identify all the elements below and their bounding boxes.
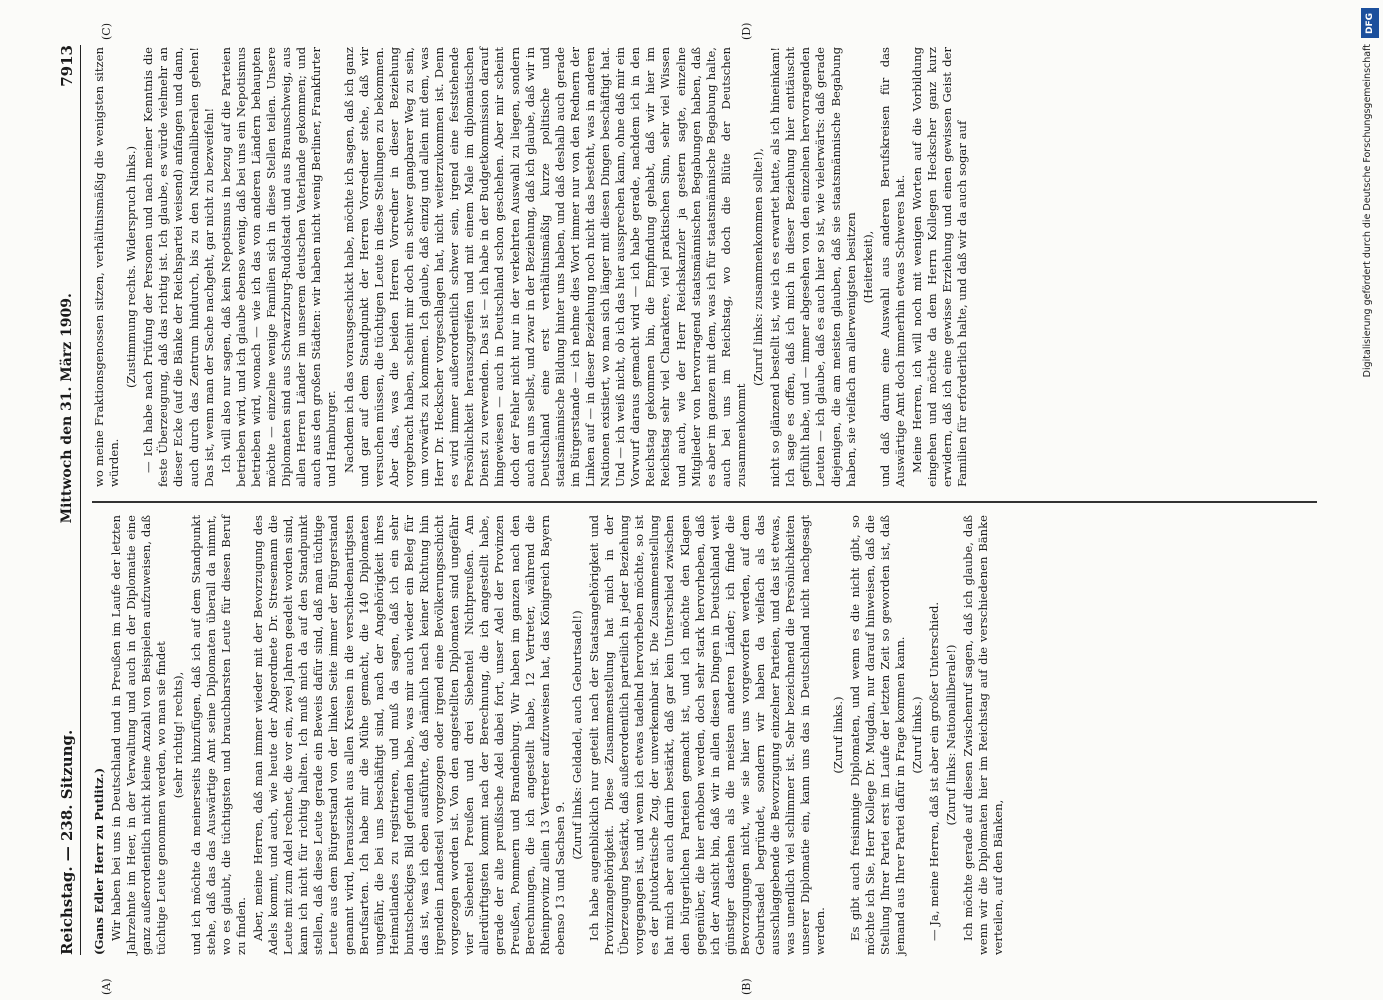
interjection: (Zuruf links.) (830, 696, 845, 774)
page-number: 7913 (58, 45, 76, 87)
paragraph: — Ja, meine Herren, daß ist aber ein großer Unterschied. (927, 601, 942, 941)
paragraph: Wir haben bei uns in Deutschland und in Preußen im Laufe der letzten Jahrzehnte im Heer, in der Verwaltung und auch in der Diplomatie eine ganz außerordentlich nicht kleine Anzahl von Beispielen aufzuweisen, daß tüchtige Leute genommen werden, wo man sie findet (109, 515, 169, 955)
header-date: Mittwoch den 31. März 1909. (59, 293, 75, 524)
interjection: (sehr richtig! rechts), (171, 671, 186, 799)
paragraph: Nachdem ich das vorausgeschickt habe, möchte ich sagen, daß ich ganz und gar auf dem Standpunkt der Herren Vorredner stehe, daß wir versuchen müssen, die tüchtigen Leute in diese Stellungen zu bekommen. Aber das, was die beiden Herren Vorredner in dieser Beziehung vorgebracht haben, scheint mir doch ein schwer gangbarer Weg zu sein, um vorwärts zu kommen. Ich glaube, daß einzig und allein mit dem, was Herr Dr. Heckscher vorgeschlagen hat, nicht weiterzukommen ist. Denn es wird immer außerordentlich schwer sein, irgend eine feststehende Persönlichkeit herauszugreifen und mit einem Male im diplomatischen Dienst zu verwenden. Das ist — ich habe in der Budgetkommission darauf hingewiesen — auch in Deutschland schon geschehen. Aber mir scheint doch der Fehler nicht nur in der verkehrten Auswahl zu liegen, sondern auch an uns selbst, und zwar in der Beziehung, daß ich glaube, daß wir in Deutschland eine erst verhältnismäßig kurze politische und staatsmännische Bildung hinter uns haben, und daß deshalb auch gerade im Bürgerstande — ich nehme dies Wort immer nur von den Rednern der Linken auf — in dieser Beziehung noch nicht das besteht, was in anderen Nationen existiert, wo man sich länger mit diesen Dingen beschäftigt hat. Und — ich weiß nicht, ob ich das hier aussprechen kann, ohne daß mir ein Vorwurf daraus gemacht wird — ich habe gerade, nachdem ich in den Reichstag gekommen bin, die Empfindung gehabt, daß wir hier im Reichstag sehr viel Charaktere, viel praktischen Sinn, sehr viel Wissen und auch, wie der Herr Reichskanzler ja gestern sagte, einzelne Mitglieder von hervorragend staatsmännischen Begabungen haben, daß es aber im ganzen mit dem, was ich für staatsmännische Begabung halte, auch bei uns im Reichstag, wo doch die Blüte der Deutschen zusammenkommt (341, 47, 748, 487)
interjection: (Zuruf links: Geldadel, auch Geburtsadel!) (569, 610, 584, 860)
page-header (54, 45, 81, 955)
margin-mark-a: (A) (100, 978, 113, 995)
paragraph: Ich habe augenblicklich nur geteilt nach der Staatsangehörigkeit und Provinzangehörigkeit. Diese Zusammenstellung hat mich in der Überzeugung bestärkt, daß außerordentlich parteilich in jeder Beziehung vorgegangen ist, und wenn ich etwas tadelnd hervorheben möchte, so ist es der plutokratische Zug, der unverkennbar ist. Die Zusammenstellung hat mich aber auch darin bestärkt, daß gar kein Unterschied zwischen den bürgerlichen Parteien gemacht ist, und ich möchte den Klagen gegenüber, die hier erhoben werden, doch sehr stark hervorheben, daß ich der Ansicht bin, daß wir in allen diesen Dingen in Deutschland weit günstiger dastehen als die meisten anderen Länder; ich finde die Bevorzugungen nicht, wie sie hier uns vorgeworfen werden, auf dem Geburtsadel begründet, sondern wir haben da vielfach als das ausschlaggebende die Bevorzugung einzelner Parteien, und das ist etwas, was unendlich viel schlimmer ist. Sehr bezeichnend die Persönlichkeiten unserer Diplomatie ein, kann uns das in Deutschland nicht nachgesagt werden. (587, 515, 828, 955)
paragraph: wo meine Fraktionsgenossen sitzen, verhältnismäßig die wenigsten sitzen würden. (92, 47, 122, 487)
interjection: (Heiterkeit), (860, 230, 875, 304)
interjection: (Zuruf links: zusammenkommen sollte!), (751, 148, 766, 386)
margin-mark-d: (D) (740, 22, 753, 40)
paragraph: Ich will also nur sagen, daß kein Nepotismus in bezug auf die Parteien betrieben wird, und ich glaube ebenso wenig, daß bei uns ein Nepotismus betrieben wird, wonach — wie ich das von anderen Ländern behaupten möchte — einzelne wenige Familien sich in diese Stellen teilen. Unsere Diplomaten sind aus Schwarzburg-Rudolstadt und aus Braunschweig, aus allen Herren Länder im unserem deutschen Vaterlande gekommen; und auch aus den großen Städten: wir haben nicht wenig Berliner, Frankfurter und Hamburger. (218, 47, 339, 487)
interjection: (Zuruf links.) (909, 696, 924, 774)
paragraph: nicht so glänzend bestellt ist, wie ich es erwartet hatte, als ich hineinkam! Ich sage es offen, daß ich mich in dieser Beziehung hier enttäuscht gefühlt habe, und — immer abgesehen von den einzelnen hervorragenden Leuten — ich glaube, daß es auch hier so ist, wie vielerwärts: daß gerade diejenigen, die am meisten glauben, daß sie staatsmännische Begabung haben, sie vielfach am allerwenigsten besitzen (768, 47, 858, 487)
dfg-logo: DFG (1361, 8, 1379, 38)
header-left: Reichstag. — 238. Sitzung. (58, 729, 76, 955)
rotated-page-content (40, 22, 1330, 995)
dfg-credit-text: Digitalisierung gefördert durch die Deutsche Forschungsgemeinschaft (1362, 44, 1373, 378)
interjection: (Zustimmung rechts. Widerspruch links.) (124, 145, 139, 389)
paragraph: Aber, meine Herren, daß man immer wieder mit der Bevorzugung des Adels kommt, und auch, wie heute der Abgeordnete Dr. Stresemann die Leute mit zum Adel rechnet, die vor ein, zwei Jahren geadelt worden sind, kann ich nicht für richtig halten. Ich muß mich da auf den Standpunkt stellen, daß diese Leute gerade ein Beweis dafür sind, daß man tüchtige Leute aus dem Bürgerstand von der linken Seite immer der Bürgerstand genannt wird, herauszieht aus allen Kreisen in die verschiedenartigsten Berufsarten. Ich habe mir die Mühe gemacht, die 140 Diplomaten ungefähr, die bei uns beschäftigt sind, nach der Angehörigkeit ihres Heimatlandes zu registrieren, und muß da sagen, daß ich ein sehr buntscheckiges Bild gefunden habe, was mir auch wieder ein Beleg für das ist, was ich eben ausführte, daß nämlich nach keiner Richtung hin irgendein Landesteil vorgezogen oder irgend eine Bevölkerungsschicht vorgezogen worden ist. Von den angestellten Diplomaten sind ungefähr vier Siebentel Preußen und drei Siebentel Nichtpreußen. Am allerdürftigsten kommt nach der Berechnung, die ich angestellt habe, gerade der alte preußische Adel dabei fort, unser Adel der Provinzen Preußen, Pommern und Brandenburg. Wir haben im ganzen nach den Berechnungen, die ich angestellt habe, 12 Vertreter, während die Rheinprovinz allein 13 Vertreter aufzuweisen hat, das Königreich Bayern ebenso 13 und Sachsen 9. (250, 515, 567, 955)
paragraph: und ich möchte da meinerseits hinzufügen, daß ich auf dem Standpunkt stehe, daß das das Auswärtige Amt seine Diplomaten überall da nimmt, wo es glaubt, die tüchtigsten und brauchbarsten Leute für diesen Beruf zu finden. (188, 515, 248, 955)
paragraph: Meine Herren, ich will noch mit wenigen Worten auf die Vorbildung eingehen und möchte da dem Herrn Kollegen Heckscher ganz kurz erwidern, daß ich eine gewisse Erziehung und einen gewissen Geist der Familien für erforderlich halte, und daß wir da auch sogar auf (909, 47, 970, 487)
margin-mark-c: (C) (100, 23, 113, 40)
column-divider (92, 502, 1317, 504)
paragraph: Es gibt auch freisinnige Diplomaten, und wenn es die nicht gibt, so möchte ich Sie, Herr Kollege Dr. Mugdan, nur darauf hinweisen, daß die Stellung Ihrer Partei erst im Laufe der letzten Zeit so geworden ist, daß jemand aus Ihrer Partei dafür in Frage kommen kann. (847, 515, 907, 955)
dfg-credit-strip (1359, 8, 1381, 998)
paragraph: Ich möchte gerade auf diesen Zwischenruf sagen, daß ich glaube, daß wenn wir die Diplomaten hier im Reichstag auf die verschiedenen Bänke verteilen, auf den Bänken, (961, 515, 1006, 955)
right-column (92, 47, 972, 487)
interjection: (Zuruf links: Nationalliberale!) (944, 644, 959, 826)
margin-mark-b: (B) (740, 978, 753, 995)
paragraph: und daß darum eine Auswahl aus anderen Berufskreisen für das Auswärtige Amt doch immerhin etwas Schweres hat. (877, 47, 907, 487)
paragraph: — Ich habe nach Prüfung der Personen und nach meiner Kenntnis die feste Überzeugung, daß das richtig ist. Ich glaube, es würde vielmehr an dieser Ecke (auf die Bänke der Reichspartei weisend) anfangen und dann, auch durch das Zentrum hindurch, bis zu den Nationalliberalen gehen! Das ist, wenn man der Sache nachgeht, gar nicht zu bezweifeln! (141, 47, 216, 487)
speaker-name: (Gans Edler Herr zu Putlitz.) (92, 767, 106, 955)
left-column (92, 515, 1009, 955)
